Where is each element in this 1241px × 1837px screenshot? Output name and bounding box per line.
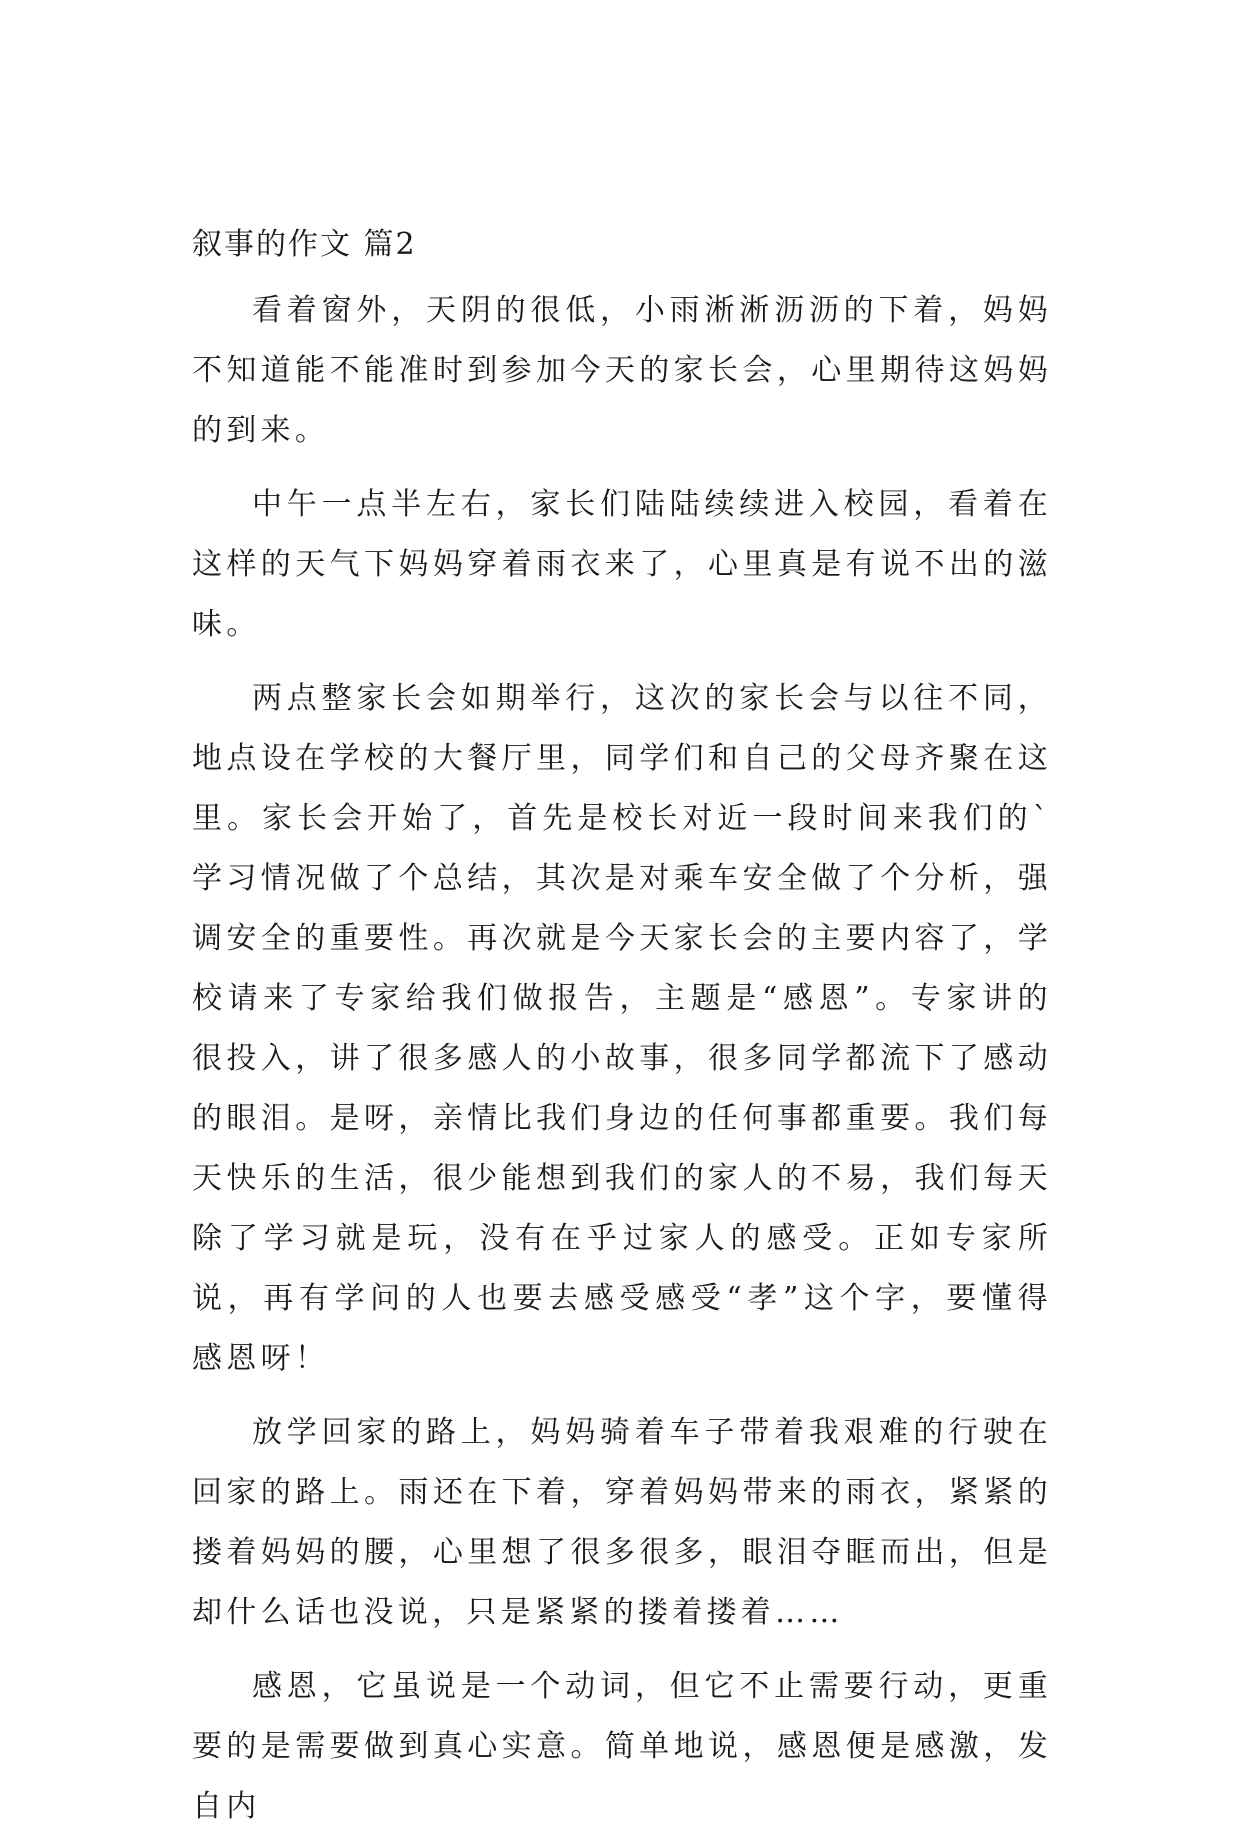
paragraph-1: 看着窗外，天阴的很低，小雨淅淅沥沥的下着，妈妈不知道能不能准时到参加今天的家长会，心里期待这妈妈的到来。 (192, 293, 1052, 448)
essay-title: 叙事的作文 篇2 (192, 227, 417, 262)
document-body (192, 222, 1052, 1837)
paragraph-2: 中午一点半左右，家长们陆陆续续进入校园，看着在这样的天气下妈妈穿着雨衣来了，心里真是有说不出的滋味。 (192, 487, 1052, 642)
paragraph-3: 两点整家长会如期举行，这次的家长会与以往不同，地点设在学校的大餐厅里，同学们和自己的父母齐聚在这里。家长会开始了，首先是校长对近一段时间来我们的`学习情况做了个总结，其次是对乘车安全做了个分析，强调安全的重要性。再次就是今天家长会的主要内容了，学校请来了专家给我们做报告，主题是“感恩”。专家讲的很投入，讲了很多感人的小故事，很多同学都流下了感动的眼泪。是呀，亲情比我们身边的任何事都重要。我们每天快乐的生活，很少能想到我们的家人的不易，我们每天除了学习就是玩，没有在乎过家人的感受。正如专家所说，再有学问的人也要去感受感受“孝”这个字，要懂得感恩呀！ (192, 681, 1052, 1376)
paragraph-5: 感恩，它虽说是一个动词，但它不止需要行动，更重要的是需要做到真心实意。简单地说，感恩便是感激，发自内 (192, 1669, 1052, 1824)
paragraph-4: 放学回家的路上，妈妈骑着车子带着我艰难的行驶在回家的路上。雨还在下着，穿着妈妈带来的雨衣，紧紧的搂着妈妈的腰，心里想了很多很多，眼泪夺眶而出，但是却什么话也没说，只是紧紧的搂着搂着…… (192, 1415, 1052, 1630)
